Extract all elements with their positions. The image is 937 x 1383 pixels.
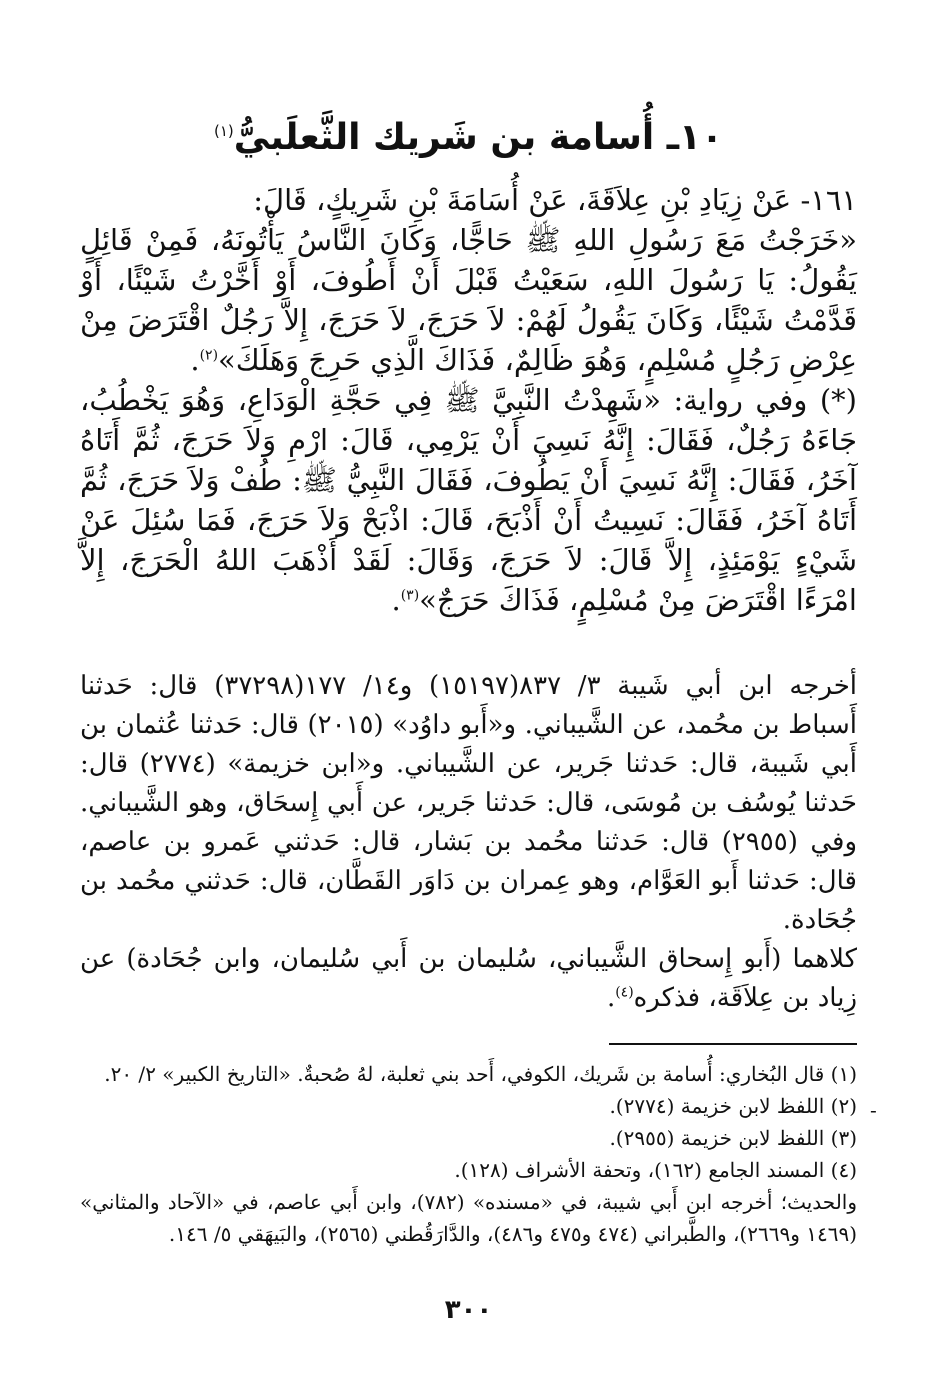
footnote-4-continuation: والحديث؛ أخرجه ابن أَبي شيبة، في «مسنده» (٧٨٢)، وابن أَبي عاصم، في «الآحاد والمثاني» (١٤٦٩ و٢٦٦٩)، والطَّبراني (٤٧٤ و٤٧٥ و٤٨٦)، والدَّارَقُطني (٢٥٦٥)، والبَيهَقي ٥/ ١٤٦.: [80, 1190, 857, 1246]
margin-mark: -: [870, 1098, 877, 1122]
takhrij-footnote-marker: (٤): [615, 984, 634, 1001]
takhrij-paragraph-2-text: كلاهما (أَبو إِسحاق الشَّيباني، سُليمان بن أَبي سُليمان، وابن جُحَادة) عن زِياد بن عِلاَقَة، فذكره: [80, 944, 857, 1013]
matn-end-punctuation: .: [190, 343, 200, 377]
riwaya-footnote-marker: (٣): [400, 587, 420, 604]
takhrij-paragraph-2: [80, 940, 857, 1018]
hadith-riwaya: [80, 380, 857, 620]
takhrij-paragraph-1: [80, 667, 857, 940]
riwaya-end-punctuation: .: [391, 583, 401, 617]
hadith-matn-text: «خَرَجْتُ مَعَ رَسُولِ اللهِ ﷺ حَاجًّا، وَكَانَ النَّاسُ يَأْتُونَهُ، فَمِنْ قَائِلٍ يَقُولُ: يَا رَسُولَ اللهِ، سَعَيْتُ قَبْلَ أَنْ أَطُوفَ، أَوْ أَخَّرْتُ شَيْئًا، أَوْ قَدَّمْتُ شَيْئًا، وَكَانَ يَقُولُ لَهُمْ: لاَ حَرَجَ، لاَ حَرَجَ، إِلاَّ رَجُلٌ اقْتَرَضَ مِنْ عِرْضِ رَجُلٍ مُسْلِمٍ، وَهُوَ ظَالِمٌ، فَذَاكَ الَّذِي حَرِجَ وَهَلَكَ»: [80, 223, 857, 377]
chapter-heading-text: ١٠ـ أُسامة بن شَريك الثَّعلَبيُّ: [233, 117, 723, 158]
heading-footnote-marker: (١): [214, 122, 234, 140]
footnote-separator: [609, 1043, 857, 1045]
chapter-heading: [80, 108, 857, 168]
hadith-matn: [80, 220, 857, 380]
takhrij-end-punctuation: .: [606, 983, 616, 1013]
footnote-1: (١) قال البُخاري: أُسامة بن شَريك، الكوفي، أَحد بني ثعلبة، لهُ صُحبةٌ. «التاريخ الكبير» ٢/ ٢٠.: [104, 1062, 857, 1086]
footnote-3: (٣) اللفظ لابن خزيمة (٢٩٥٥).: [609, 1126, 857, 1150]
takhrij-paragraph-1-text: أخرجه ابن أبي شَيبة ٣/ ٨٣٧(١٥١٩٧) و١٤/ ١٧٧(٣٧٢٩٨) قال: حَدثنا أَسباط بن محُمد، عن الشَّيباني. و«أَبو داوُد» (٢٠١٥) قال: حَدثنا عُثمان بن أَبي شَيبة، قال: حَدثنا جَرير، عن الشَّيباني. و«ابن خزيمة» (٢٧٧٤) قال: حَدثنا يُوسُف بن مُوسَى، قال: حَدثنا جَرير، عن أَبي إِسحَاق، وهو الشَّيباني. وفي (٢٩٥٥) قال: حَدثنا محُمد بن بَشار، قال: حَدثني عَمرو بن عاصم، قال: حَدثنا أَبو العَوَّام، وهو عِمران بن دَاوَر القَطَّان، قال: حَدثني محُمد بن جُحَادة.: [80, 671, 857, 935]
hadith-block: [80, 180, 857, 620]
matn-footnote-marker: (٢): [199, 347, 219, 364]
footnote-4: (٤) المسند الجامع (١٦٢)، وتحفة الأشراف (١٢٨).: [454, 1158, 857, 1182]
page-number: ٣٠٠: [444, 1295, 493, 1325]
hadith-isnad: [80, 180, 857, 220]
footnotes-block: [80, 1058, 857, 1250]
hadith-riwaya-text: (*) وفي رواية: «شَهِدْتُ النَّبِيَّ ﷺ فِي حَجَّةِ الْوَدَاعِ، وَهُوَ يَخْطُبُ، جَاءَهُ رَجُلٌ، فَقَالَ: إِنَّهُ نَسِيَ أَنْ يَرْمِي، قَالَ: ارْمِ وَلاَ حَرَجَ، ثُمَّ أَتَاهُ آخَرُ، فَقَالَ: إِنَّهُ نَسِيَ أَنْ يَطُوفَ، فَقَالَ النَّبِيُّ ﷺ: طُفْ وَلاَ حَرَجَ، ثُمَّ أَتَاهُ آخَرُ، فَقَالَ: نَسِيتُ أَنْ أَذْبَحَ، قَالَ: اذْبَحْ وَلاَ حَرَجَ، فَمَا سُئِلَ عَنْ شَيْءٍ يَوْمَئِذٍ، إِلاَّ قَالَ: لاَ حَرَجَ، وَقَالَ: لَقَدْ أَذْهَبَ اللهُ الْحَرَجَ، إِلاَّ امْرَءًا اقْتَرَضَ مِنْ مُسْلِمٍ، فَذَاكَ حَرَجٌ»: [80, 383, 857, 617]
takhrij-block: [80, 667, 857, 1018]
hadith-isnad-text: ١٦١- عَنْ زِيَادِ بْنِ عِلاَقَةَ، عَنْ أُسَامَةَ بْنِ شَرِيكٍ، قَالَ:: [253, 183, 857, 217]
footnote-2: (٢) اللفظ لابن خزيمة (٢٧٧٤).: [609, 1094, 857, 1118]
